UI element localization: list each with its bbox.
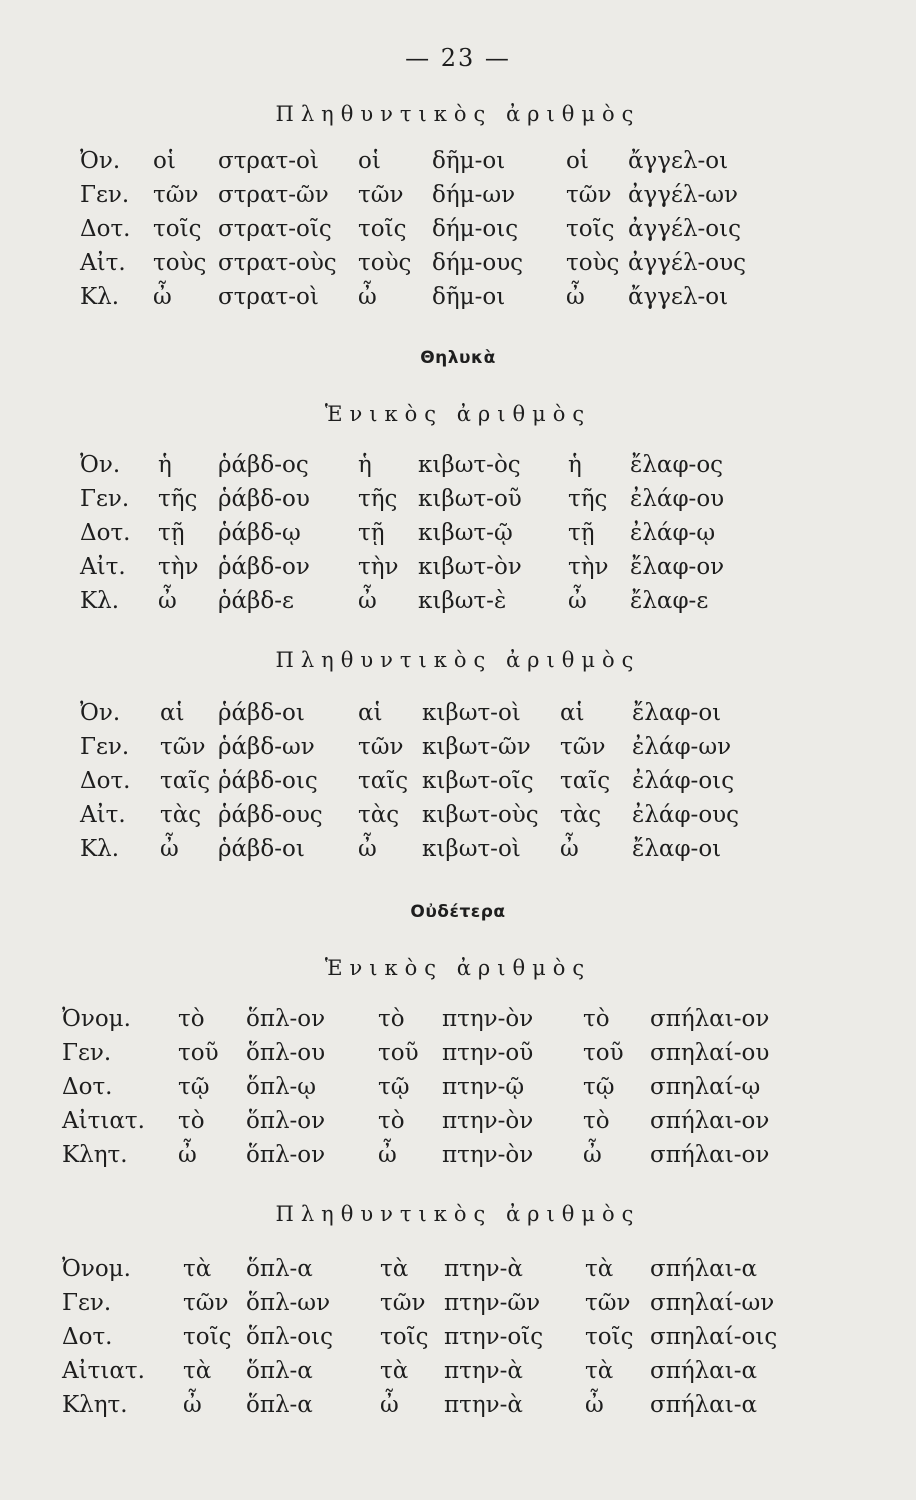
article-3: ὦ	[568, 588, 587, 614]
form-3: ἐλάφ-ων	[632, 734, 732, 760]
form-3: ἔλαφ-ε	[630, 588, 709, 614]
page-number: — 23 —	[405, 44, 511, 72]
table-row	[0, 1106, 916, 1140]
article-1: ὦ	[160, 836, 179, 862]
article-2: τὴν	[358, 554, 399, 580]
table-row	[0, 552, 916, 586]
form-1: ὅπλ-ον	[246, 1006, 326, 1032]
article-2: ἡ	[358, 452, 372, 478]
form-1: ῥάβδ-ους	[218, 802, 323, 828]
article-1: τῷ	[178, 1074, 210, 1100]
form-1: ῥάβδ-ε	[218, 588, 294, 614]
case-label: Γεν.	[80, 486, 130, 512]
case-label: Γεν.	[80, 734, 130, 760]
article-3: τὰ	[585, 1256, 614, 1282]
article-1: τὰς	[160, 802, 202, 828]
case-label: Κλητ.	[62, 1142, 128, 1168]
table-row	[0, 1356, 916, 1390]
section-heading: Πληθυντικὸς ἀριθμὸς	[275, 1202, 641, 1226]
form-3: ἄγγελ-οι	[628, 284, 729, 310]
article-1: οἱ	[153, 148, 176, 174]
form-3: ἀγγέλ-ους	[628, 250, 746, 276]
form-1: ῥάβδ-ῳ	[218, 520, 301, 546]
form-3: ἀγγέλ-οις	[628, 216, 742, 242]
article-1: τὸ	[178, 1006, 205, 1032]
form-2: κιβωτ-οὶ	[422, 836, 521, 862]
article-1: τῇ	[158, 520, 185, 546]
article-2: ὦ	[358, 588, 377, 614]
table-row	[0, 1072, 916, 1106]
article-3: ὦ	[585, 1392, 604, 1418]
article-3: τῶν	[566, 182, 612, 208]
form-3: σπήλαι-ον	[650, 1006, 770, 1032]
article-2: ὦ	[378, 1142, 397, 1168]
article-2: τῆς	[358, 486, 398, 512]
form-2: πτην-ὸν	[442, 1006, 534, 1032]
case-label: Κλ.	[80, 836, 120, 862]
form-2: δῆμ-οι	[432, 148, 506, 174]
case-label: Γεν.	[62, 1040, 112, 1066]
article-3: τοῦ	[583, 1040, 624, 1066]
form-3: ἐλάφ-ους	[632, 802, 740, 828]
form-1: στρατ-οὶ	[218, 148, 319, 174]
article-1: τοῦ	[178, 1040, 219, 1066]
article-1: αἱ	[160, 700, 185, 726]
article-1: τῶν	[160, 734, 206, 760]
form-3: ἔλαφ-ος	[630, 452, 724, 478]
form-1: ῥάβδ-ος	[218, 452, 309, 478]
table-row	[0, 180, 916, 214]
form-2: πτην-ῶν	[444, 1290, 541, 1316]
table-row	[0, 1004, 916, 1038]
form-1: στρατ-ῶν	[218, 182, 329, 208]
article-3: τῶν	[560, 734, 606, 760]
table-row	[0, 518, 916, 552]
article-1: τοῖς	[153, 216, 202, 242]
table-row	[0, 1140, 916, 1174]
article-3: αἱ	[560, 700, 585, 726]
article-2: ὦ	[358, 284, 377, 310]
form-3: σπηλαί-ων	[650, 1290, 775, 1316]
gender-heading: Θηλυκὰ	[420, 348, 496, 368]
table-row	[0, 1254, 916, 1288]
case-label: Κλητ.	[62, 1392, 128, 1418]
form-2: πτην-ὸν	[442, 1108, 534, 1134]
form-2: κιβωτ-ῶν	[422, 734, 531, 760]
form-3: σπήλαι-α	[650, 1392, 758, 1418]
form-3: ἐλάφ-ου	[630, 486, 725, 512]
form-3: σπηλαί-οις	[650, 1324, 778, 1350]
form-2: πτην-ῷ	[442, 1074, 525, 1100]
form-1: ῥάβδ-οι	[218, 700, 305, 726]
case-label: Γεν.	[80, 182, 130, 208]
article-1: τὰ	[183, 1358, 212, 1384]
article-2: τοῦ	[378, 1040, 419, 1066]
case-label: Αἰτιατ.	[62, 1108, 145, 1134]
form-2: πτην-ὸν	[442, 1142, 534, 1168]
table-row	[0, 282, 916, 316]
article-1: τῶν	[183, 1290, 229, 1316]
article-3: τῶν	[585, 1290, 631, 1316]
case-label: Αἰτιατ.	[62, 1358, 145, 1384]
article-3: τοὺς	[566, 250, 620, 276]
article-3: τῆς	[568, 486, 608, 512]
form-1: ὅπλ-ον	[246, 1108, 326, 1134]
article-2: τοὺς	[358, 250, 412, 276]
form-2: πτην-οῦ	[442, 1040, 534, 1066]
form-3: σπήλαι-α	[650, 1358, 758, 1384]
case-label: Ὀνομ.	[62, 1006, 131, 1032]
article-1: ἡ	[158, 452, 172, 478]
article-3: ὦ	[566, 284, 585, 310]
case-label: Αἰτ.	[80, 250, 126, 276]
form-3: σπηλαί-ου	[650, 1040, 770, 1066]
article-1: τὸ	[178, 1108, 205, 1134]
form-1: ὅπλ-ον	[246, 1142, 326, 1168]
article-3: τὸ	[583, 1108, 610, 1134]
form-2: δήμ-ους	[432, 250, 524, 276]
table-row	[0, 1288, 916, 1322]
table-row	[0, 450, 916, 484]
form-1: ὅπλ-α	[246, 1256, 313, 1282]
article-2: τῶν	[380, 1290, 426, 1316]
table-row	[0, 146, 916, 180]
table-row	[0, 214, 916, 248]
case-label: Δοτ.	[80, 216, 131, 242]
article-2: τῶν	[358, 182, 404, 208]
article-1: τῶν	[153, 182, 199, 208]
article-2: τὰ	[380, 1256, 409, 1282]
section-heading: Πληθυντικὸς ἀριθμὸς	[275, 102, 641, 126]
table-row	[0, 248, 916, 282]
form-2: πτην-ὰ	[444, 1256, 523, 1282]
case-label: Αἰτ.	[80, 554, 126, 580]
table-row	[0, 1390, 916, 1424]
form-1: ῥάβδ-ων	[218, 734, 315, 760]
case-label: Ὀν.	[80, 452, 121, 478]
form-1: ῥάβδ-οις	[218, 768, 318, 794]
article-2: οἱ	[358, 148, 381, 174]
form-2: κιβωτ-ὲ	[418, 588, 507, 614]
article-3: οἱ	[566, 148, 589, 174]
form-1: ὅπλ-ων	[246, 1290, 331, 1316]
form-2: κιβωτ-ῷ	[418, 520, 513, 546]
form-3: ἀγγέλ-ων	[628, 182, 739, 208]
article-3: τῇ	[568, 520, 595, 546]
case-label: Κλ.	[80, 588, 120, 614]
case-label: Ὀν.	[80, 148, 121, 174]
form-3: σπήλαι-ον	[650, 1108, 770, 1134]
article-3: ταῖς	[560, 768, 611, 794]
article-2: τὸ	[378, 1006, 405, 1032]
form-1: ὅπλ-ου	[246, 1040, 326, 1066]
article-2: ταῖς	[358, 768, 409, 794]
form-2: κιβωτ-οὶ	[422, 700, 521, 726]
form-3: ἔλαφ-οι	[632, 836, 722, 862]
article-3: τὰς	[560, 802, 602, 828]
case-label: Δοτ.	[62, 1074, 113, 1100]
form-2: κιβωτ-οῦ	[418, 486, 522, 512]
article-2: τοῖς	[358, 216, 407, 242]
form-3: ἄγγελ-οι	[628, 148, 729, 174]
form-1: ῥάβδ-οι	[218, 836, 305, 862]
case-label: Ὀν.	[80, 700, 121, 726]
form-2: κιβωτ-ὸν	[418, 554, 522, 580]
form-2: πτην-ὰ	[444, 1392, 523, 1418]
article-3: τὰ	[585, 1358, 614, 1384]
article-2: τὸ	[378, 1108, 405, 1134]
table-row	[0, 1322, 916, 1356]
article-1: ὦ	[158, 588, 177, 614]
case-label: Δοτ.	[80, 520, 131, 546]
article-2: τὰς	[358, 802, 400, 828]
article-2: ὦ	[380, 1392, 399, 1418]
article-1: ταῖς	[160, 768, 211, 794]
form-2: δήμ-ων	[432, 182, 516, 208]
article-2: αἱ	[358, 700, 383, 726]
table-row	[0, 698, 916, 732]
article-1: ὦ	[183, 1392, 202, 1418]
case-label: Κλ.	[80, 284, 120, 310]
form-1: στρατ-οὺς	[218, 250, 337, 276]
case-label: Ὀνομ.	[62, 1256, 131, 1282]
form-2: δῆμ-οι	[432, 284, 506, 310]
case-label: Γεν.	[62, 1290, 112, 1316]
table-row	[0, 766, 916, 800]
article-2: τῇ	[358, 520, 385, 546]
table-row	[0, 1038, 916, 1072]
form-3: σπήλαι-α	[650, 1256, 758, 1282]
section-heading: Ἑνικὸς ἀριθμὸς	[324, 402, 592, 426]
form-1: ὅπλ-α	[246, 1392, 313, 1418]
article-3: τοῖς	[566, 216, 615, 242]
form-2: δήμ-οις	[432, 216, 519, 242]
form-1: ῥάβδ-ον	[218, 554, 310, 580]
article-2: τῷ	[378, 1074, 410, 1100]
table-row	[0, 586, 916, 620]
article-1: τῆς	[158, 486, 198, 512]
form-3: σπηλαί-ῳ	[650, 1074, 761, 1100]
article-1: τὴν	[158, 554, 199, 580]
article-1: ὦ	[153, 284, 172, 310]
table-row	[0, 484, 916, 518]
form-3: σπήλαι-ον	[650, 1142, 770, 1168]
article-3: τοῖς	[585, 1324, 634, 1350]
section-heading: Ἑνικὸς ἀριθμὸς	[324, 956, 592, 980]
gender-heading: Οὐδέτερα	[410, 902, 506, 922]
article-1: τὰ	[183, 1256, 212, 1282]
form-3: ἔλαφ-οι	[632, 700, 722, 726]
form-1: ὅπλ-οις	[246, 1324, 334, 1350]
case-label: Δοτ.	[80, 768, 131, 794]
article-2: ὦ	[358, 836, 377, 862]
article-3: τὸ	[583, 1006, 610, 1032]
form-2: πτην-ὰ	[444, 1358, 523, 1384]
article-3: ἡ	[568, 452, 582, 478]
form-3: ἔλαφ-ον	[630, 554, 725, 580]
form-1: στρατ-οὶ	[218, 284, 319, 310]
article-1: τοῖς	[183, 1324, 232, 1350]
form-3: ἐλάφ-ῳ	[630, 520, 716, 546]
form-1: ὅπλ-ῳ	[246, 1074, 317, 1100]
form-1: ὅπλ-α	[246, 1358, 313, 1384]
article-3: τὴν	[568, 554, 609, 580]
form-3: ἐλάφ-οις	[632, 768, 735, 794]
article-3: ὦ	[560, 836, 579, 862]
case-label: Δοτ.	[62, 1324, 113, 1350]
form-1: ῥάβδ-ου	[218, 486, 310, 512]
article-3: ὦ	[583, 1142, 602, 1168]
table-row	[0, 834, 916, 868]
form-2: κιβωτ-ὸς	[418, 452, 521, 478]
case-label: Αἰτ.	[80, 802, 126, 828]
article-2: τὰ	[380, 1358, 409, 1384]
table-row	[0, 800, 916, 834]
article-2: τοῖς	[380, 1324, 429, 1350]
form-1: στρατ-οῖς	[218, 216, 332, 242]
article-1: τοὺς	[153, 250, 207, 276]
form-2: πτην-οῖς	[444, 1324, 544, 1350]
article-2: τῶν	[358, 734, 404, 760]
form-2: κιβωτ-οὺς	[422, 802, 539, 828]
article-1: ὦ	[178, 1142, 197, 1168]
form-2: κιβωτ-οῖς	[422, 768, 534, 794]
table-row	[0, 732, 916, 766]
section-heading: Πληθυντικὸς ἀριθμὸς	[275, 648, 641, 672]
article-3: τῷ	[583, 1074, 615, 1100]
